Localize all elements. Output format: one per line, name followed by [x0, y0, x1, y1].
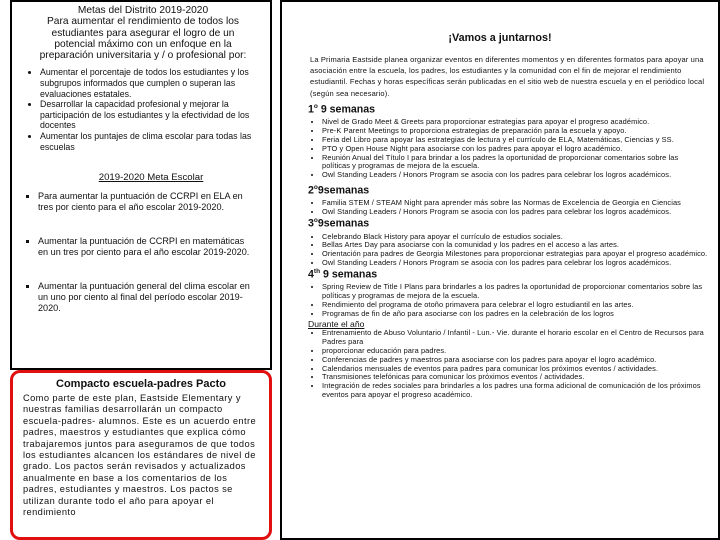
year-round-heading: Durante el año [308, 319, 365, 330]
event-item: • Conferencias de padres y maestros para asociarse con los padres para apoyar el logro académico. [322, 356, 708, 365]
school-goal-title: 2019-2020 Meta Escolar [98, 172, 204, 184]
event-item: • Owl Standing Leaders / Honors Program se asocia con los padres para celebrar los logros académicos. [322, 208, 708, 217]
event-item: • Familia STEM / STEAM Night para aprender más sobre las Normas de Excelencia de Georgia en Ciencias [322, 199, 708, 208]
events-title: ¡Vamos a juntarnos! [448, 32, 552, 44]
school-goal-list [12, 191, 270, 314]
section-heading-3 [308, 217, 718, 230]
section-label: 9 semanas [317, 103, 376, 116]
event-item: • Bellas Artes Day para asociarse con la comunidad y los padres en el acceso a las artes. [322, 241, 708, 250]
event-item: • Calendarios mensuales de eventos para padres para comunicar los próximos eventos / actividades. [322, 365, 708, 374]
goals-title-line: estudiantes para asegurar el logro de un [51, 27, 235, 39]
district-goals-title [26, 5, 260, 61]
district-goals-box [10, 0, 272, 370]
section-label: 9 semanas [320, 268, 378, 281]
event-item: • PTO y Open House Night para asociarse con los padres para apoyar el logro académico. [322, 145, 708, 154]
compact-title: Compacto escuela-padres Pacto [56, 378, 226, 390]
school-goal-item: ▪ Aumentar la puntuación general del clima escolar en un uno por ciento al final del período escolar 2019-2020. [38, 281, 256, 314]
event-item: • Owl Standing Leaders / Honors Program se asocia con los padres para celebrar los logros académicos. [322, 171, 708, 180]
event-item: • Programas de fin de año para asociarse con los padres en la celebración de los logros [322, 310, 708, 319]
goals-title-line: potencial máximo con un enfoque en la [54, 38, 232, 50]
event-item: • Celebrando Black History para apoyar el currículo de estudios sociales. [322, 233, 708, 242]
goals-title-line: preparación universitaria y / o profesional por: [39, 50, 247, 62]
event-item: • Rendimiento del programa de otoño primavera para celebrar el logro estudiantil en las artes. [322, 301, 708, 310]
event-item: • Reunión Anual del Título I para brindar a los padres la oportunidad de proporcionar comentarios sobre las políticas y programas de mejora de la escuela. [322, 154, 708, 172]
district-goals-list [12, 67, 270, 152]
section-1-list [282, 118, 718, 180]
goal-item: • Aumentar los puntajes de clima escolar para todas las escuelas [40, 131, 262, 152]
goal-item: • Aumentar el porcentaje de todos los estudiantes y los subgrupos informados que cumplen o superan las evaluaciones estatales. [40, 67, 262, 99]
section-heading-4 [308, 268, 718, 281]
compact-box [10, 370, 272, 540]
section-number: 2 [308, 184, 314, 197]
event-item: • proporcionar educación para padres. [322, 347, 708, 356]
year-round-list [282, 329, 718, 399]
section-label: 9semanas [317, 184, 370, 197]
section-2-list [282, 199, 718, 217]
events-box [280, 0, 720, 540]
section-ordinal: o [313, 183, 318, 191]
event-item: • Feria del Libro para apoyar las estrategias de lectura y el currículo de ELA, Matemáticas, Ciencias y SS. [322, 136, 708, 145]
event-item: • Transmisiones telefónicas para comunicar los próximos eventos / actividades. [322, 373, 708, 382]
section-ordinal: o [313, 102, 318, 110]
event-item: • Spring Review de Title I Plans para brindarles a los padres la oportunidad de proporcionar comentarios sobre las políticas y programas de mejora de la escuela. [322, 283, 708, 301]
goal-item: • Desarrollar la capacidad profesional y mejorar la participación de los estudiantes y la efectividad de los docentes [40, 99, 262, 131]
section-number: 1 [308, 103, 314, 116]
event-item: • Integración de redes sociales para brindarles a los padres una forma adicional de comunicación de los próximos eventos para apoyar el progreso académico. [322, 382, 708, 400]
event-item: • Entrenamiento de Abuso Voluntario / Infantil - Lun.- Vie. durante el horario escolar en el Centro de Recursos para Padres para [322, 329, 708, 347]
events-intro: La Primaria Eastside planea organizar eventos en diferentes momentos y en diferentes formatos para apoyar una asociación entre la escuela, los padres, los estudiantes y la comunidad con el fin de mejorar el rendimiento estudiantil. Fechas y horas específicas serán publicadas en el sitio web de nuestra escuela y en el periódico local (según sea necesario). [310, 55, 705, 98]
section-4-list [282, 283, 718, 318]
event-item: • Orientación para padres de Georgia Milestones para proporcionar estrategias para apoyar el progreso académico. [322, 250, 708, 259]
event-item: • Nivel de Grado Meet & Greets para proporcionar estrategias para apoyar el progreso académico. [322, 118, 708, 127]
event-item: • Pre-K Parent Meetings to proporciona estrategias de preparación para la escuela y apoyo. [322, 127, 708, 136]
school-goal-item: ▪ Para aumentar la puntuación de CCRPI en ELA en tres por ciento para el año escolar 2019-2020. [38, 191, 256, 213]
compact-body: Como parte de este plan, Eastside Elementary y nuestras familias desarrollarán un compacto escuela-padres- alumnos. Este es un acuerdo entre padres, maestros y estudiantes que explica cómo trabajaremos juntos para aseguramos de que todos los estudiantes alcancen los estándares de nivel de grado. Los pactos serán revisados y actualizados anualmente en base a los comentarios de los padres, estudiantes y maestros. Los pactos se utilizan durante todo el año para apoyar el rendimiento [23, 393, 257, 518]
goals-title-line: Para aumentar el rendimiento de todos los [47, 16, 239, 28]
event-item: • Owl Standing Leaders / Honors Program se asocia con los padres para celebrar los logros académicos. [322, 259, 708, 268]
school-goal-item: ▪ Aumentar la puntuación de CCRPI en matemáticas en un tres por ciento para el año escolar 2019-2020. [38, 236, 256, 258]
section-heading-2 [308, 184, 718, 197]
section-heading-1 [308, 103, 718, 116]
section-number: 3 [308, 217, 314, 230]
section-3-list [282, 233, 718, 268]
section-ordinal: o [313, 217, 318, 225]
section-number: 4 [308, 268, 314, 281]
section-label: 9semanas [317, 217, 370, 230]
goals-title-line: Metas del Distrito 2019-2020 [77, 5, 209, 16]
section-ordinal: th [313, 267, 321, 275]
